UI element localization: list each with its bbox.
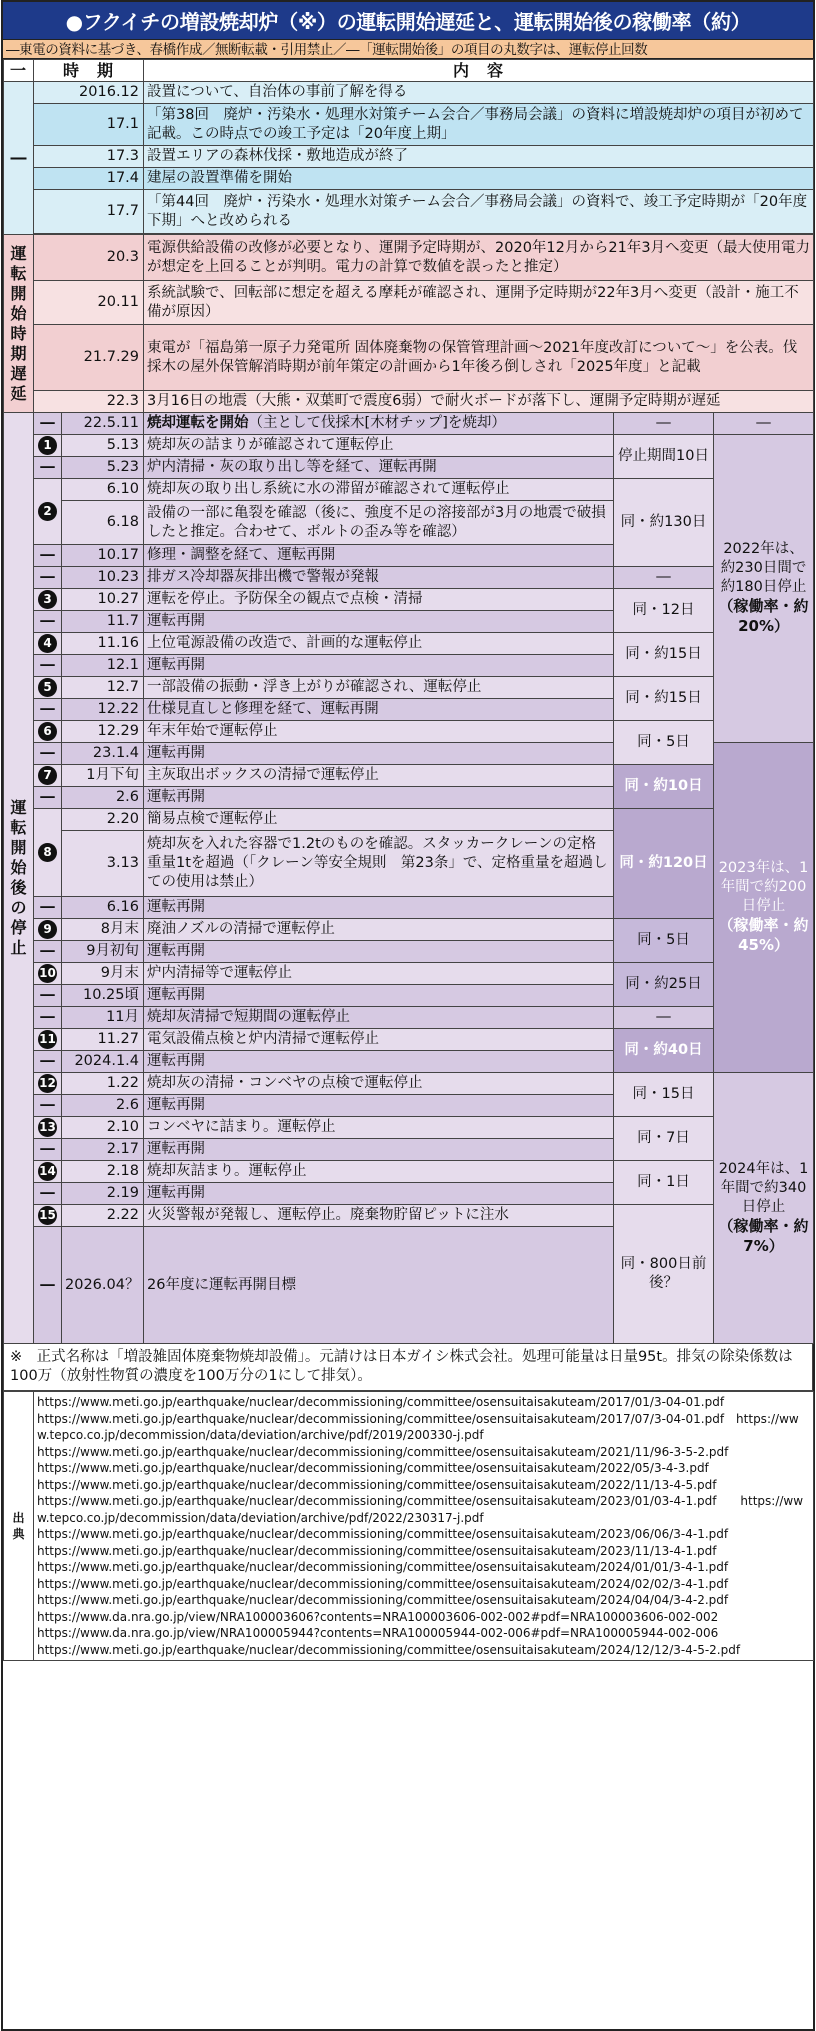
row-date: 20.11 <box>34 281 144 325</box>
row-date: 10.25頃 <box>62 985 144 1007</box>
page-subtitle: ―東電の資料に基づき、春橋作成／無断転載・引用禁止／―「運転開始後」の項目の丸数字は、運転停止回数 <box>3 39 813 59</box>
row-date: 2.17 <box>62 1139 144 1161</box>
stop-duration: 同・5日 <box>614 919 714 963</box>
col-header-content: 内 容 <box>144 60 814 82</box>
row-text: 運転再開 <box>144 1183 614 1205</box>
row-text: 仕様見直しと修理を経て、運転再開 <box>144 699 614 721</box>
row-date: 2.6 <box>62 1095 144 1117</box>
table-row <box>4 235 814 281</box>
row-text: 焼却運転を開始（主として伐採木[木材チップ]を焼却） <box>144 413 614 435</box>
row-date: 2.19 <box>62 1183 144 1205</box>
row-text: 「第38回 廃炉・汚染水・処理水対策チーム会合／事務局会議」の資料に増設焼却炉の項目が初めて記載。この時点での竣工予定は「20年度上期」 <box>144 104 814 146</box>
row-text: 炉内清掃・灰の取り出し等を経て、運転再開 <box>144 457 614 479</box>
stop-duration: ― <box>614 567 714 589</box>
stop-mark: ― <box>34 1051 62 1073</box>
stop-mark: ― <box>34 743 62 765</box>
table-row <box>4 1161 814 1183</box>
row-date: 2026.04？ <box>62 1227 144 1344</box>
row-date: 9月末 <box>62 963 144 985</box>
table-row <box>4 1205 814 1227</box>
table-row <box>4 146 814 168</box>
row-date: 17.4 <box>34 168 144 190</box>
table-row <box>4 1029 814 1051</box>
row-text: 排ガス冷却器灰排出機で警報が発報 <box>144 567 614 589</box>
stop-mark: ― <box>34 1227 62 1344</box>
row-date: 6.10 <box>62 479 144 501</box>
table-row <box>4 721 814 743</box>
footnote: ※ 正式名称は「増設雑固体廃棄物焼却設備」。元請けは日本ガイシ株式会社。処理可能量は日量95t。排気の除染係数は100万（放射性物質の濃度を100万分の1にして排気）。 <box>3 1344 813 1391</box>
table-row <box>4 1073 814 1095</box>
row-text: 運転再開 <box>144 787 614 809</box>
row-date: 17.7 <box>34 190 144 234</box>
row-date: 22.3 <box>34 391 144 413</box>
row-date: 11月 <box>62 1007 144 1029</box>
source-table <box>3 1391 814 1661</box>
row-date: 6.16 <box>62 897 144 919</box>
stop-mark: ― <box>34 985 62 1007</box>
row-date: 10.17 <box>62 545 144 567</box>
stop-duration: 停止期間10日 <box>614 435 714 479</box>
source-list <box>34 1392 814 1661</box>
row-text: 運転再開 <box>144 941 614 963</box>
stop-duration: 同・約15日 <box>614 677 714 721</box>
row-date: 17.1 <box>34 104 144 146</box>
row-text: 主灰取出ボックスの清掃で運転停止 <box>144 765 614 787</box>
stop-duration: 同・12日 <box>614 589 714 633</box>
table-row <box>4 1007 814 1029</box>
section-label-stops: 運転開始後の停止 <box>4 413 34 1344</box>
stop-mark: 6 <box>34 721 62 743</box>
row-date: 11.7 <box>62 611 144 633</box>
stop-duration: 同・約10日 <box>614 765 714 809</box>
table-row <box>4 413 814 435</box>
stop-duration: 同・800日前後？ <box>614 1205 714 1344</box>
row-date: 2.10 <box>62 1117 144 1139</box>
stop-mark: ― <box>34 941 62 963</box>
stop-duration: ― <box>614 1007 714 1029</box>
row-text: 系統試験で、回転部に想定を超える摩耗が確認され、運開予定時期が22年3月へ変更（設計・施工不備が原因） <box>144 281 814 325</box>
row-text: 運転再開 <box>144 655 614 677</box>
stop-mark: ― <box>34 413 62 435</box>
stop-mark: 5 <box>34 677 62 699</box>
row-text: 焼却灰の取り出し系統に水の滞留が確認されて運転停止 <box>144 479 614 501</box>
table-row <box>4 809 814 831</box>
row-text: 運転再開 <box>144 611 614 633</box>
table-row <box>4 567 814 589</box>
row-text: 設備の一部に亀裂を確認（後に、強度不足の溶接部が3月の地震で破損したと推定。合わせて、ボルトの歪み等を確認） <box>144 501 614 545</box>
stop-mark: ― <box>34 1183 62 1205</box>
table-row <box>4 677 814 699</box>
table-row <box>4 104 814 146</box>
stop-duration: 同・5日 <box>614 721 714 765</box>
row-date: 9月初旬 <box>62 941 144 963</box>
stop-mark: ― <box>34 545 62 567</box>
row-date: 12.29 <box>62 721 144 743</box>
row-text: コンベヤに詰まり。運転停止 <box>144 1117 614 1139</box>
source-link[interactable]: https://www.meti.go.jp/earthquake/nuclear/decommissioning/committee/osensuitaisakuteam/2023/06/06/3-4-1.pdf <box>37 1527 729 1541</box>
stop-mark: 2 <box>34 479 62 545</box>
source-label: 出典 <box>4 1392 34 1661</box>
stop-mark: 15 <box>34 1205 62 1227</box>
source-link[interactable]: https://www.da.nra.go.jp/view/NRA100003606?contents=NRA100003606-002-002#pdf=NRA100003606-002-002 <box>37 1609 719 1624</box>
row-date: 22.5.11 <box>62 413 144 435</box>
row-text: 炉内清掃等で運転停止 <box>144 963 614 985</box>
row-date: 11.16 <box>62 633 144 655</box>
document-frame <box>1 0 815 2031</box>
row-date: 5.13 <box>62 435 144 457</box>
stop-mark: ― <box>34 787 62 809</box>
section-label-preconstruction: ― <box>4 82 34 235</box>
row-date: 2.6 <box>62 787 144 809</box>
source-link[interactable]: https://www.meti.go.jp/earthquake/nuclear/decommissioning/committee/osensuitaisakuteam/2021/11/96-3-5-2.pdf <box>37 1444 729 1459</box>
row-date: 23.1.4 <box>62 743 144 765</box>
stop-duration: 同・約130日 <box>614 479 714 567</box>
stop-mark: 4 <box>34 633 62 655</box>
row-date: 12.1 <box>62 655 144 677</box>
page-title: ●フクイチの増設焼却炉（※）の運転開始遅延と、運転開始後の稼働率（約） <box>3 2 813 39</box>
row-date: 12.22 <box>62 699 144 721</box>
section-label-delay: 運転開始時期遅延 <box>4 235 34 413</box>
row-text: 焼却灰の清掃・コンベヤの点検で運転停止 <box>144 1073 614 1095</box>
row-text: 運転再開 <box>144 897 614 919</box>
stop-mark: 8 <box>34 809 62 897</box>
row-text: 火災警報が発報し、運転停止。廃棄物貯留ピットに注水 <box>144 1205 614 1227</box>
col-header-1: 一 <box>4 60 34 82</box>
table-header-row <box>4 60 814 82</box>
row-date: 2016.12 <box>34 82 144 104</box>
timeline-table <box>3 59 814 1344</box>
row-text: 電源供給設備の改修が必要となり、運開予定時期が、2020年12月から21年3月へ変更（最大使用電力が想定を上回ることが判明。電力の計算で数値を誤ったと推定） <box>144 235 814 281</box>
row-text: 3月16日の地震（大熊・双葉町で震度6弱）で耐火ボードが落下し、運開予定時期が遅延 <box>144 391 814 413</box>
stop-mark: ― <box>34 1139 62 1161</box>
stop-mark: 12 <box>34 1073 62 1095</box>
row-text: 年末年始で運転停止 <box>144 721 614 743</box>
row-date: 1.22 <box>62 1073 144 1095</box>
source-link[interactable]: https://www.meti.go.jp/earthquake/nuclear/decommissioning/committee/osensuitaisakuteam/2023/11/13-4-1.pdf <box>37 1543 717 1558</box>
stop-mark: ― <box>34 655 62 677</box>
table-row <box>4 963 814 985</box>
row-date: 10.27 <box>62 589 144 611</box>
row-text: 運転再開 <box>144 1139 614 1161</box>
stop-duration: 同・15日 <box>614 1073 714 1117</box>
table-row <box>4 435 814 457</box>
row-text: 運転再開 <box>144 1095 614 1117</box>
row-text: 設置エリアの森林伐採・敷地造成が終了 <box>144 146 814 168</box>
stop-mark: ― <box>34 567 62 589</box>
stop-duration: 同・7日 <box>614 1117 714 1161</box>
row-text: 簡易点検で運転停止 <box>144 809 614 831</box>
table-row <box>4 190 814 234</box>
source-link[interactable]: https://www.meti.go.jp/earthquake/nuclear/decommissioning/committee/osensuitaisakuteam/2017/01/3-04-01.pdf <box>37 1395 725 1409</box>
table-row <box>4 633 814 655</box>
stop-mark: 9 <box>34 919 62 941</box>
table-row <box>4 391 814 413</box>
source-link[interactable]: https://www.meti.go.jp/earthquake/nuclear/decommissioning/committee/osensuitaisakuteam/2022/05/3-4-3.pdf <box>37 1461 709 1475</box>
table-row <box>4 919 814 941</box>
row-text: 焼却灰の詰まりが確認されて運転停止 <box>144 435 614 457</box>
stop-duration: ― <box>614 413 714 435</box>
row-text: 「第44回 廃炉・汚染水・処理水対策チーム会合／事務局会議」の資料で、竣工予定時期が「20年度下期」へと改められる <box>144 190 814 234</box>
row-date: 3.13 <box>62 831 144 897</box>
year-summary-2023: 2023年は、1年間で約200日停止 （稼働率・約45%） <box>714 743 814 1073</box>
stop-mark: ― <box>34 611 62 633</box>
source-link[interactable]: https://www.meti.go.jp/earthquake/nuclear/decommissioning/committee/osensuitaisakuteam/2024/04/04/3-4-2.pdf <box>37 1593 729 1607</box>
stop-mark: 13 <box>34 1117 62 1139</box>
year-summary-2024: 2024年は、1年間で約340日停止 （稼働率・約7%） <box>714 1073 814 1344</box>
stop-mark: 7 <box>34 765 62 787</box>
row-text: 焼却灰を入れた容器で1.2tのものを確認。スタッカークレーンの定格重量1tを超過（「クレーン等安全規則 第23条」で、定格重量を超過しての使用は禁止） <box>144 831 614 897</box>
source-link[interactable]: https://www.meti.go.jp/earthquake/nuclear/decommissioning/committee/osensuitaisakuteam/2023/01/03-4-1.pdf https://www.tepco.co.jp/decommission/data/deviation/archive/pdf/2022/230317-j.pdf <box>37 1494 804 1525</box>
year-summary: ― <box>714 413 814 435</box>
stop-mark: ― <box>34 897 62 919</box>
table-row <box>4 281 814 325</box>
stop-duration: 同・約120日 <box>614 809 714 919</box>
row-date: 20.3 <box>34 235 144 281</box>
source-link[interactable]: https://www.meti.go.jp/earthquake/nuclear/decommissioning/committee/osensuitaisakuteam/2017/07/3-04-01.pdf https://www.tepco.co.jp/decommission/data/deviation/archive/pdf/2019/200330-j.pdf <box>37 1411 799 1442</box>
row-text: 修理・調整を経て、運転再開 <box>144 545 614 567</box>
row-date: 17.3 <box>34 146 144 168</box>
row-text: 運転再開 <box>144 1051 614 1073</box>
row-date: 2024.1.4 <box>62 1051 144 1073</box>
table-row <box>4 325 814 391</box>
stop-mark: ― <box>34 1095 62 1117</box>
row-text: 建屋の設置準備を開始 <box>144 168 814 190</box>
row-text: 一部設備の振動・浮き上がりが確認され、運転停止 <box>144 677 614 699</box>
stop-duration: 同・約40日 <box>614 1029 714 1073</box>
row-text: 上位電源設備の改造で、計画的な運転停止 <box>144 633 614 655</box>
row-text: 運転再開 <box>144 985 614 1007</box>
row-text: 26年度に運転再開目標 <box>144 1227 614 1344</box>
row-date: 8月末 <box>62 919 144 941</box>
table-row <box>4 479 814 501</box>
stop-mark: 11 <box>34 1029 62 1051</box>
row-text: 電気設備点検と炉内清掃で運転停止 <box>144 1029 614 1051</box>
row-text: 設置について、自治体の事前了解を得る <box>144 82 814 104</box>
source-link[interactable]: https://www.meti.go.jp/earthquake/nuclear/decommissioning/committee/osensuitaisakuteam/2024/12/12/3-4-5-2.pdf <box>37 1642 741 1657</box>
row-date: 5.23 <box>62 457 144 479</box>
row-text: 運転を停止。予防保全の観点で点検・清掃 <box>144 589 614 611</box>
row-date: 21.7.29 <box>34 325 144 391</box>
row-text: 運転再開 <box>144 743 614 765</box>
row-text: 東電が「福島第一原子力発電所 固体廃棄物の保管管理計画～2021年度改訂について～」を公表。伐採木の屋外保管解消時期が前年策定の計画から1年後ろ倒しされ「2025年度」と記載 <box>144 325 814 391</box>
row-date: 11.27 <box>62 1029 144 1051</box>
table-row <box>4 82 814 104</box>
table-row <box>4 168 814 190</box>
stop-mark: ― <box>34 699 62 721</box>
col-header-date: 時 期 <box>34 60 144 82</box>
row-date: 2.20 <box>62 809 144 831</box>
table-row <box>4 1117 814 1139</box>
stop-mark: ― <box>34 457 62 479</box>
stop-mark: 3 <box>34 589 62 611</box>
row-text: 焼却灰詰まり。運転停止 <box>144 1161 614 1183</box>
row-text: 焼却灰清掃で短期間の運転停止 <box>144 1007 614 1029</box>
source-link[interactable]: https://www.meti.go.jp/earthquake/nuclear/decommissioning/committee/osensuitaisakuteam/2022/11/13-4-5.pdf <box>37 1477 717 1492</box>
stop-mark: 1 <box>34 435 62 457</box>
stop-mark: ― <box>34 1007 62 1029</box>
row-date: 2.22 <box>62 1205 144 1227</box>
source-link[interactable]: https://www.meti.go.jp/earthquake/nuclear/decommissioning/committee/osensuitaisakuteam/2024/01/01/3-4-1.pdf <box>37 1560 729 1574</box>
source-link[interactable]: https://www.da.nra.go.jp/view/NRA100005944?contents=NRA100005944-002-006#pdf=NRA100005944-002-006 <box>37 1626 719 1640</box>
table-row <box>4 765 814 787</box>
row-date: 1月下旬 <box>62 765 144 787</box>
row-text: 廃油ノズルの清掃で運転停止 <box>144 919 614 941</box>
stop-mark: 10 <box>34 963 62 985</box>
row-date: 6.18 <box>62 501 144 545</box>
year-summary-2022: 2022年は、約230日間で約180日停止 （稼働率・約20%） <box>714 435 814 743</box>
stop-duration: 同・約25日 <box>614 963 714 1007</box>
row-date: 12.7 <box>62 677 144 699</box>
table-row <box>4 589 814 611</box>
row-date: 2.18 <box>62 1161 144 1183</box>
stop-duration: 同・約15日 <box>614 633 714 677</box>
stop-duration: 同・1日 <box>614 1161 714 1205</box>
stop-mark: 14 <box>34 1161 62 1183</box>
source-link[interactable]: https://www.meti.go.jp/earthquake/nuclear/decommissioning/committee/osensuitaisakuteam/2024/02/02/3-4-1.pdf <box>37 1576 729 1591</box>
row-date: 10.23 <box>62 567 144 589</box>
